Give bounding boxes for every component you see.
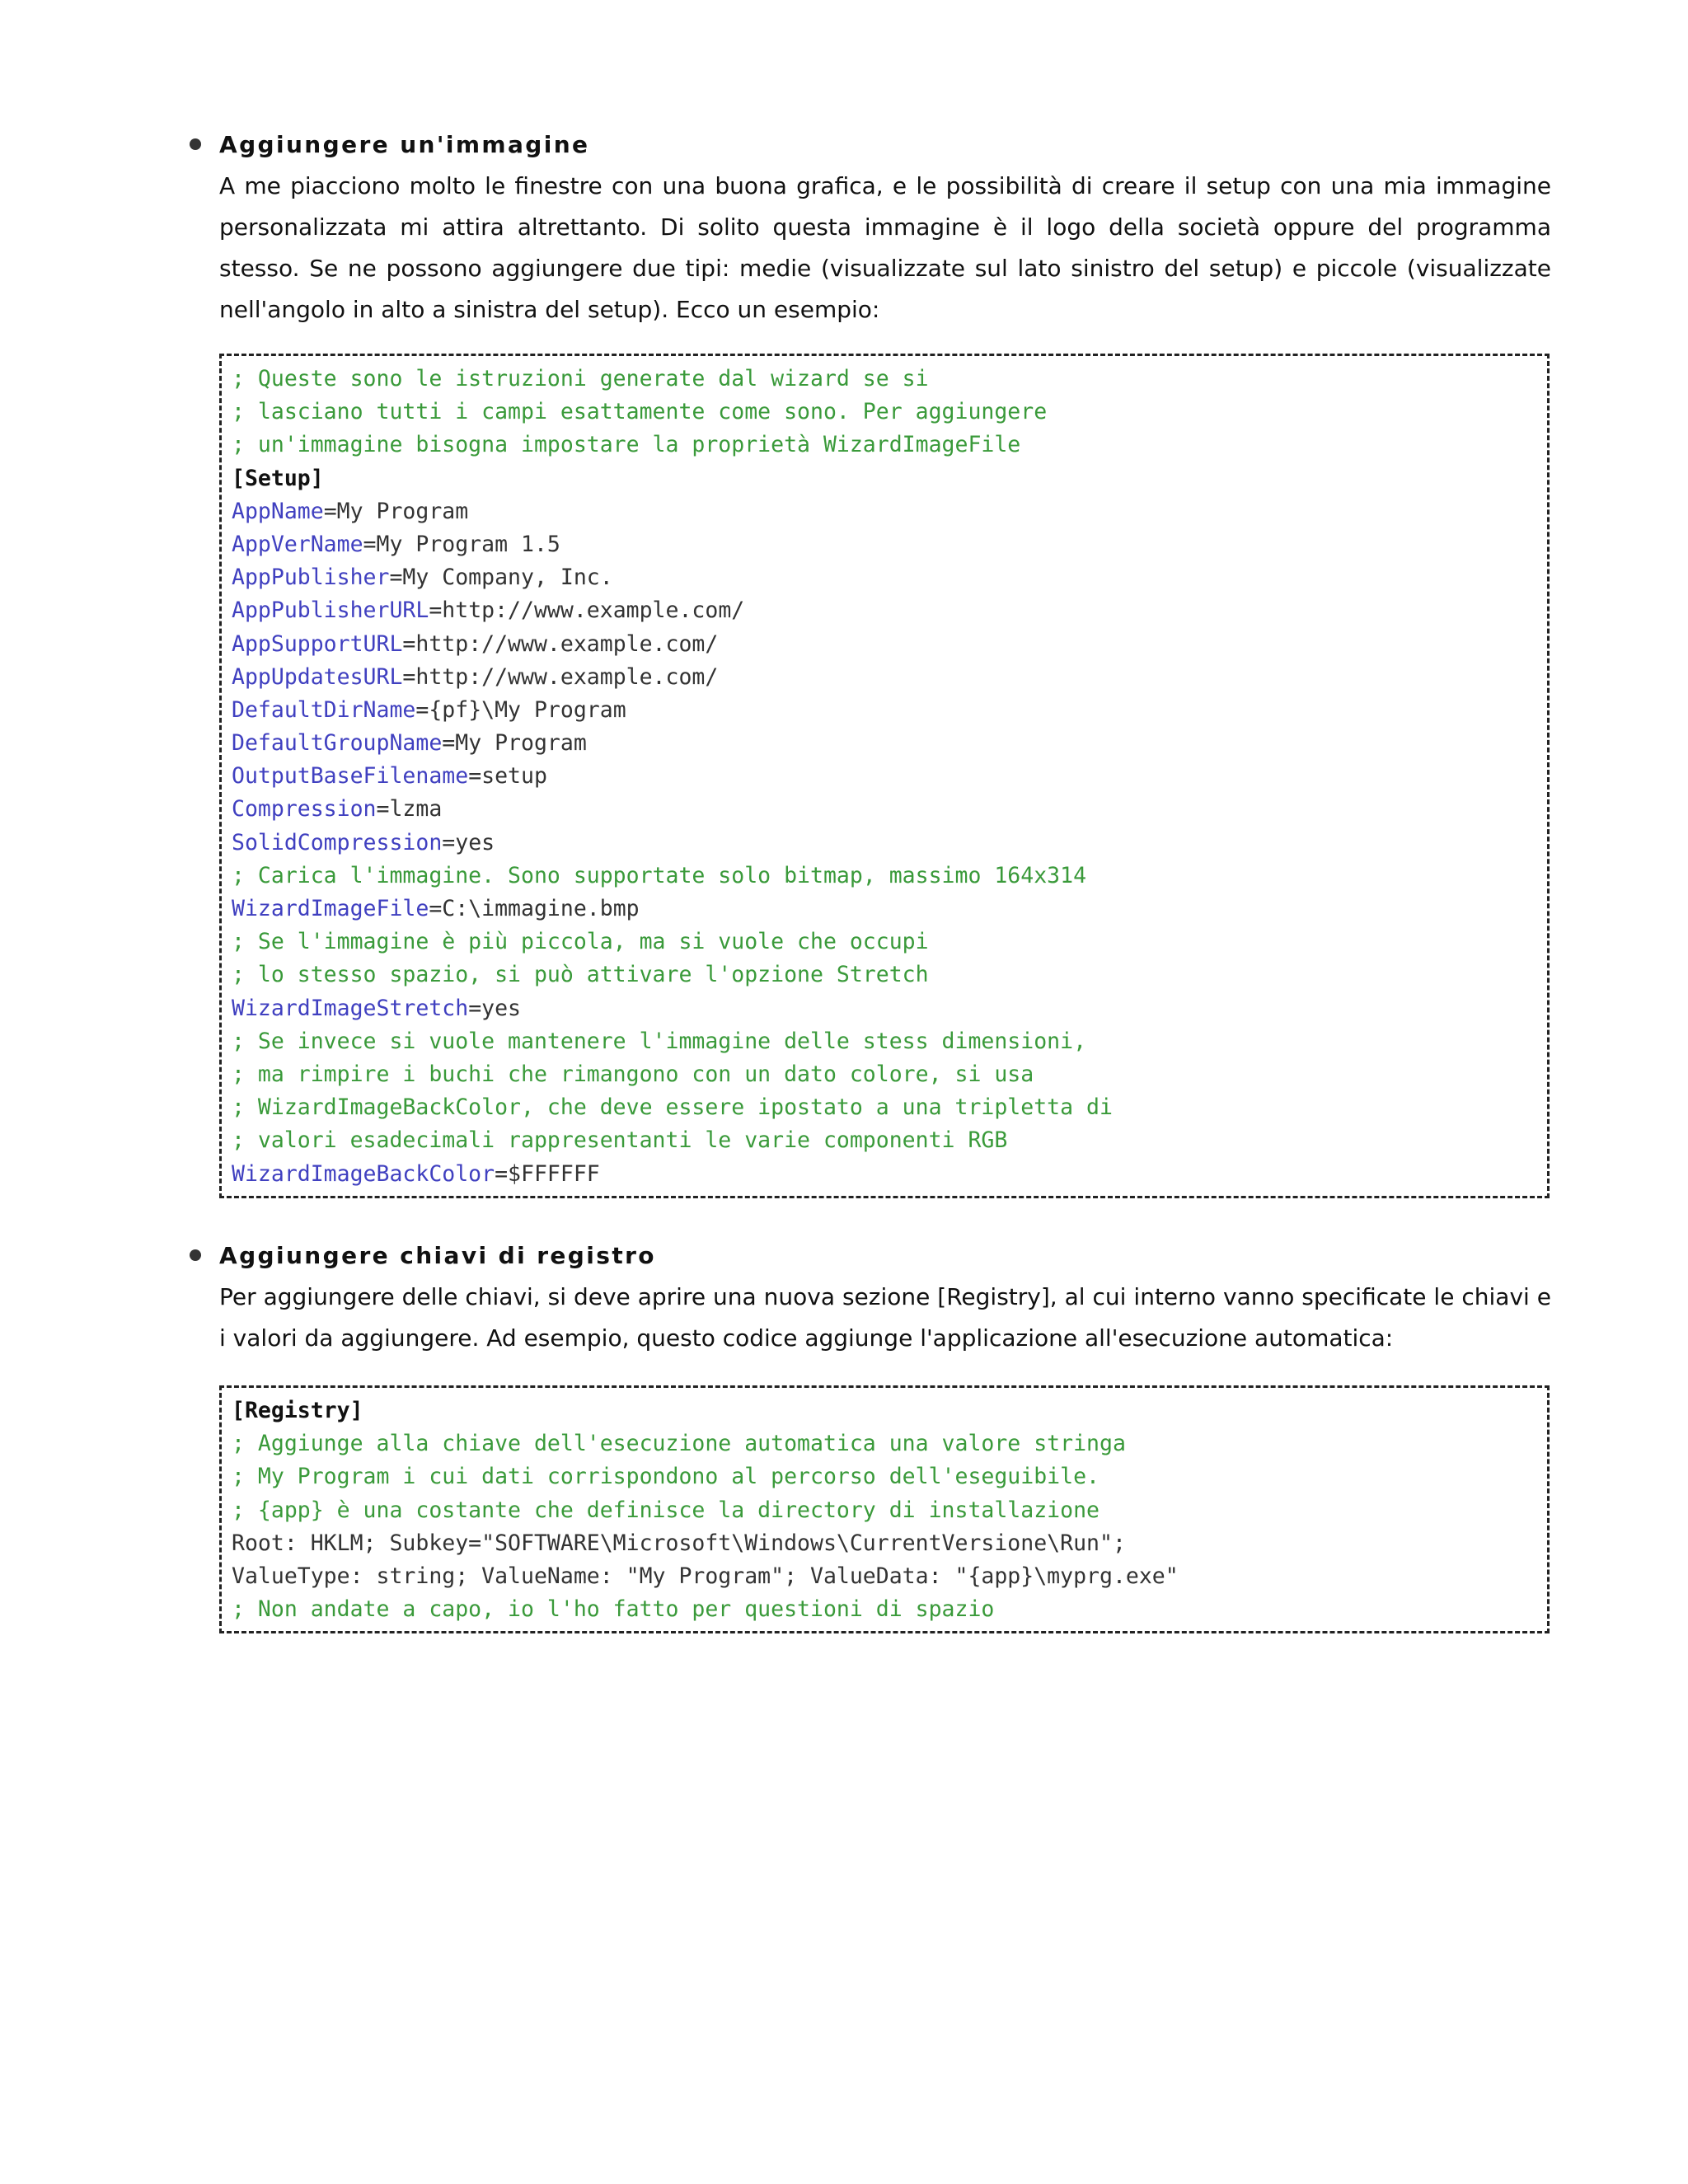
code-line (232, 827, 1547, 860)
code-value: ={pf}\My Program (415, 696, 626, 723)
section-header (191, 124, 1551, 166)
section-add-registry-keys (191, 1235, 1551, 1633)
code-key: DefaultGroupName (232, 730, 443, 757)
code-value: =yes (442, 829, 495, 855)
code-value: =C:\immagine.bmp (429, 896, 640, 921)
code-comment: ; Non andate a capo, io l'ho fatto per questioni di spazio (232, 1596, 995, 1623)
code-line (232, 727, 1547, 760)
code-line (232, 793, 1547, 826)
code-comment: ; valori esadecimali rappresentanti le varie componenti RGB (232, 1127, 1008, 1154)
code-key: Compression (232, 796, 377, 823)
code-line (232, 1025, 1547, 1058)
code-comment: ; WizardImageBackColor, che deve essere ipostato a una tripletta di (232, 1094, 1113, 1121)
code-statement: Root: HKLM; Subkey="SOFTWARE\Microsoft\Windows\CurrentVersione\Run"; (232, 1530, 1126, 1556)
code-comment: ; Se l'immagine è più piccola, ma si vuole che occupi (232, 929, 929, 955)
code-comment: ; {app} è una costante che definisce la directory di installazione (232, 1497, 1100, 1523)
code-key: SolidCompression (232, 829, 443, 855)
code-comment: ; Queste sono le istruzioni generate dal wizard se si (232, 366, 929, 391)
code-section-header: [Setup] (232, 465, 324, 491)
code-line (232, 628, 1547, 661)
code-line (232, 1427, 1547, 1460)
bullet-icon (190, 138, 201, 150)
section-heading: Aggiungere un'immagine (219, 131, 590, 158)
code-line (232, 1593, 1547, 1626)
code-key: AppName (232, 498, 324, 524)
code-line (232, 594, 1547, 627)
section-paragraph: A me piacciono molto le finestre con una buona grafica, e le possibilità di creare il setup con una mia immagine personalizzata mi attira altrettanto. Di solito questa immagine è il logo della società oppure del programma stesso. Se ne possono aggiungere due tipi: medie (visualizzate sul lato sinistro del setup) e piccole (visualizzate nell'angolo in alto a sinistra del setup). Ecco un esempio: (219, 172, 1551, 323)
code-key: AppPublisher (232, 565, 390, 591)
code-value: =$FFFFFF (495, 1160, 600, 1187)
code-line (232, 1560, 1547, 1593)
code-line (232, 694, 1547, 727)
code-section-header: [Registry] (232, 1398, 363, 1423)
code-line (232, 363, 1547, 396)
code-key: DefaultDirName (232, 696, 416, 723)
code-line (232, 760, 1547, 793)
code-value: =My Program 1.5 (363, 531, 560, 557)
code-key: WizardImageStretch (232, 995, 469, 1021)
code-line (232, 1058, 1547, 1091)
code-value: =setup (468, 763, 547, 790)
code-key: OutputBaseFilename (232, 763, 469, 790)
code-key: AppUpdatesURL (232, 663, 403, 690)
code-line (232, 1460, 1547, 1493)
code-comment: ; lasciano tutti i campi esattamente come sono. Per aggiungere (232, 399, 1048, 425)
code-statement: ValueType: string; ValueName: "My Program"; ValueData: "{app}\myprg.exe" (232, 1563, 1179, 1589)
section-header (191, 1235, 1551, 1277)
code-value: =http://www.example.com/ (402, 663, 719, 690)
section-paragraph: Per aggiungere delle chiavi, si deve aprire una nuova sezione [Registry], al cui interno vanno specificate le chiavi e i valori da aggiungere. Ad esempio, questo codice aggiunge l'applicazione all'esecuzione automatica: (219, 1283, 1551, 1352)
code-value: =My Program (442, 730, 587, 757)
code-comment: ; Carica l'immagine. Sono supportate solo bitmap, massimo 164x314 (232, 862, 1087, 888)
code-key: AppVerName (232, 531, 363, 557)
code-line (232, 1158, 1547, 1191)
code-line (232, 1394, 1547, 1427)
code-block (219, 1385, 1550, 1633)
section-heading: Aggiungere chiavi di registro (219, 1242, 656, 1269)
code-comment: ; Aggiunge alla chiave dell'esecuzione automatica una valore stringa (232, 1431, 1126, 1457)
code-comment: ; un'immagine bisogna impostare la proprietà WizardImageFile (232, 432, 1021, 458)
code-value: =yes (468, 995, 522, 1021)
code-line (232, 860, 1547, 893)
code-value: =http://www.example.com/ (402, 630, 719, 657)
code-value: =My Program (323, 498, 469, 524)
code-value: =lzma (376, 796, 443, 823)
code-key: AppSupportURL (232, 630, 403, 657)
code-comment: ; Se invece si vuole mantenere l'immagine delle stess dimensioni, (232, 1028, 1087, 1054)
code-value: =My Company, Inc. (389, 565, 613, 591)
section-add-image (191, 124, 1551, 1198)
code-line (232, 992, 1547, 1025)
code-line (232, 1091, 1547, 1124)
code-line (232, 661, 1547, 694)
code-line (232, 1527, 1547, 1560)
code-key: WizardImageBackColor (232, 1160, 495, 1187)
code-line (232, 1124, 1547, 1157)
code-line (232, 462, 1547, 495)
code-line (232, 429, 1547, 462)
code-line (232, 1494, 1547, 1527)
code-comment: ; ma rimpire i buchi che rimangono con un dato colore, si usa (232, 1061, 1034, 1087)
code-key: AppPublisherURL (232, 598, 429, 624)
code-line (232, 396, 1547, 429)
code-line (232, 893, 1547, 926)
code-key: WizardImageFile (232, 896, 429, 921)
code-comment: ; My Program i cui dati corrispondono al percorso dell'eseguibile. (232, 1464, 1100, 1490)
code-line (232, 926, 1547, 958)
code-value: =http://www.example.com/ (429, 598, 745, 624)
code-line (232, 528, 1547, 561)
code-line (232, 958, 1547, 991)
code-comment: ; lo stesso spazio, si può attivare l'opzione Stretch (232, 962, 929, 988)
code-line (232, 495, 1547, 528)
code-line (232, 561, 1547, 594)
bullet-icon (190, 1249, 201, 1261)
code-block (219, 354, 1550, 1198)
